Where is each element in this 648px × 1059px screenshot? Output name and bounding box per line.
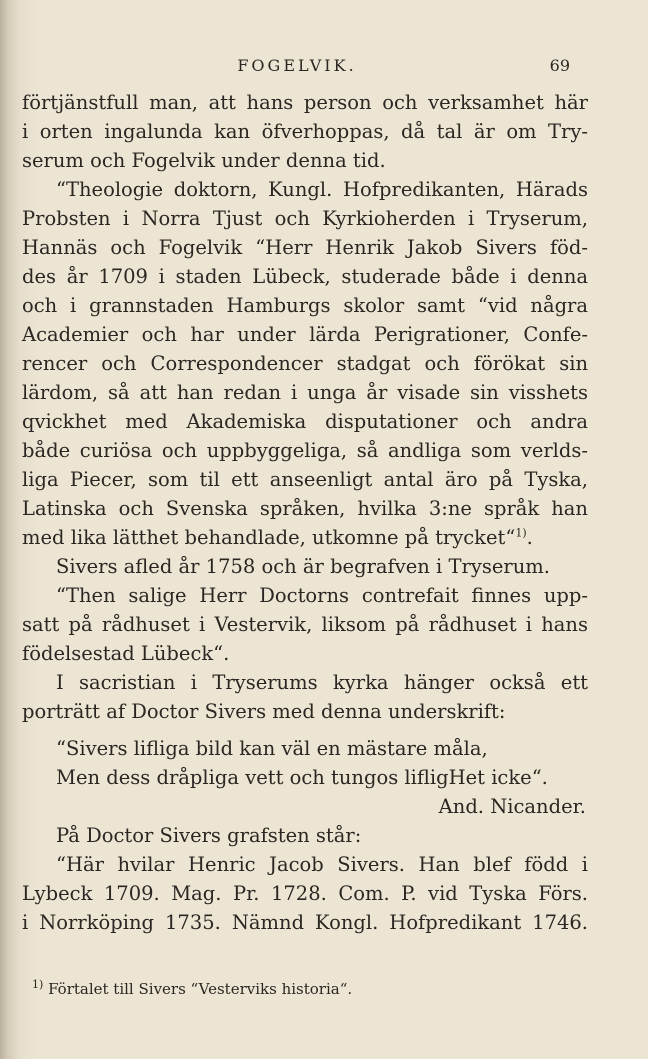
text-line: i orten ingalunda kan öfverhoppas, då tal är om Try- xyxy=(22,120,588,143)
text-line: både curiösa och uppbyggeliga, så andliga som verlds- xyxy=(22,439,588,462)
page-number: 69 xyxy=(549,56,570,75)
text-line: Sivers afled år 1758 och är begrafven i Tryserum. xyxy=(56,555,550,578)
text-line: förtjänstfull man, att hans person och verksamhet här xyxy=(22,91,588,114)
verse-line: “Sivers lifliga bild kan väl en mästare måla, xyxy=(56,737,488,760)
text-line: Hannäs och Fogelvik “Herr Henrik Jakob Sivers föd- xyxy=(22,236,588,259)
text-line xyxy=(22,523,588,552)
running-title: FOGELVIK. xyxy=(237,56,357,75)
text-line: des år 1709 i staden Lübeck, studerade både i denna xyxy=(22,265,588,288)
text-line: liga Piecer, som til ett anseenligt antal äro på Tyska, xyxy=(22,468,588,491)
text-line: Lybeck 1709. Mag. Pr. 1728. Com. P. vid Tyska Förs. xyxy=(22,882,588,905)
text-line: och i grannstaden Hamburgs skolor samt “vid några xyxy=(22,294,588,317)
text-line: I sacristian i Tryserums kyrka hänger också ett xyxy=(56,671,588,694)
body-text xyxy=(22,88,588,937)
footnote-reference: 1) xyxy=(515,526,527,540)
footnote xyxy=(32,980,352,998)
text-line: i Norrköping 1735. Nämnd Kongl. Hofpredikant 1746. xyxy=(22,911,588,934)
text-line: porträtt af Doctor Sivers med denna underskrift: xyxy=(22,700,506,723)
text-line: qvickhet med Akademiska disputationer och andra xyxy=(22,410,588,433)
text-line: Latinska och Svenska språken, hvilka 3:ne språk han xyxy=(22,497,588,520)
text-line: På Doctor Sivers grafsten står: xyxy=(56,824,362,847)
text-line: “Theologie doktorn, Kungl. Hofpredikanten, Härads xyxy=(56,178,588,201)
text-line-content: med lika lätthet behandlade, utkomne på trycket“ xyxy=(22,526,516,549)
footnote-marker: 1) xyxy=(32,978,44,991)
text-line: födelsestad Lübeck“. xyxy=(22,642,230,665)
running-header xyxy=(24,56,570,80)
text-line: satt på rådhuset i Vestervik, liksom på rådhuset i hans xyxy=(22,613,588,636)
footnote-text: Förtalet till Sivers “Vesterviks historia“. xyxy=(48,980,353,998)
verse-attribution: And. Nicander. xyxy=(438,795,586,818)
text-line: lärdom, så att han redan i unga år visade sin visshets xyxy=(22,381,588,404)
text-line: rencer och Correspondencer stadgat och förökat sin xyxy=(22,352,588,375)
text-line: Probsten i Norra Tjust och Kyrkioherden i Tryserum, xyxy=(22,207,588,230)
spacer xyxy=(22,726,588,734)
text-line: Academier och har under lärda Perigrationer, Confe- xyxy=(22,323,588,346)
verse-line: Men dess dråpliga vett och tungos lifligHet icke“. xyxy=(56,766,548,789)
text-line: “Then salige Herr Doctorns contrefait finnes upp- xyxy=(56,584,588,607)
text-line: “Här hvilar Henric Jacob Sivers. Han blef född i xyxy=(56,853,588,876)
text-line: serum och Fogelvik under denna tid. xyxy=(22,149,386,172)
line-end-punctuation: . xyxy=(526,526,533,549)
